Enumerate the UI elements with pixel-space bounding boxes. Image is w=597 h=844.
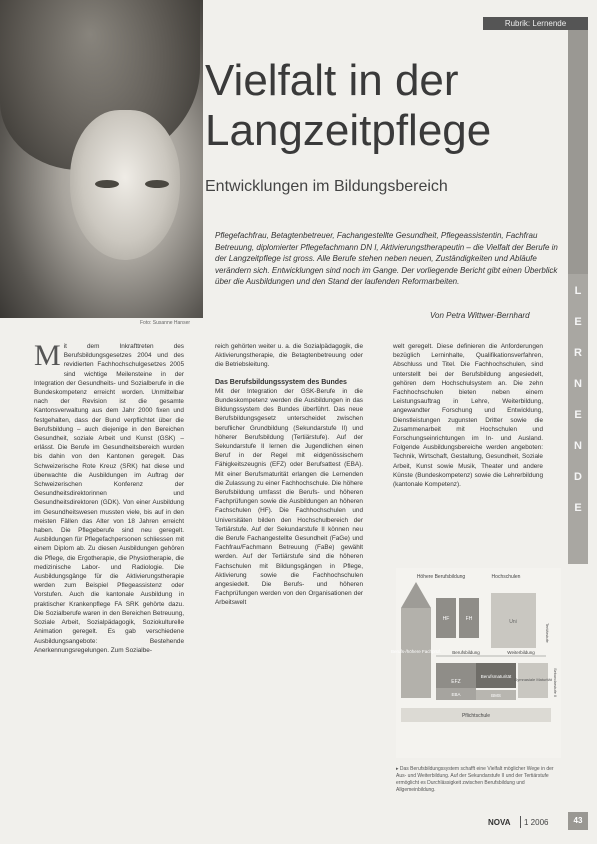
footer-issue: 1 2006 — [524, 818, 549, 827]
side-bar-top — [568, 30, 588, 274]
diagram-label-berufs: Berufs-/höhere Fachprüf. — [390, 649, 442, 654]
article-subtitle: Entwicklungen im Bildungsbereich — [205, 178, 448, 195]
side-letter: D — [574, 471, 582, 483]
diagram-label-weiterbildung: Weiterbildung — [507, 650, 535, 655]
diagram-label-fh: FH — [465, 616, 473, 622]
portrait-photo — [0, 0, 203, 318]
rubrik-label: Rubrik: Lernende — [483, 17, 588, 30]
column-2 — [215, 342, 363, 608]
side-letters — [568, 285, 588, 533]
column-2-text-1: reich gehörten weiter u. a. die Sozialpädagogik, die Aktivierungstherapie, die Betagtenbetreuung oder die Betriebsleitung. — [215, 343, 363, 369]
side-letter: R — [574, 347, 582, 359]
diagram-label-bms: BMS — [491, 693, 501, 698]
diagram-label-sek: Sekundarstufe II — [553, 668, 558, 698]
section-heading: Das Berufsbildungssystem des Bundes — [215, 378, 347, 386]
drop-cap: M — [34, 339, 61, 372]
footer-magazine: NOVA — [488, 818, 511, 827]
title-line-1: Vielfalt in der — [205, 56, 459, 105]
page-number: 43 — [568, 812, 588, 830]
side-letter: E — [574, 409, 582, 421]
side-letter: N — [574, 440, 582, 452]
diagram-label-hf: HF — [442, 616, 450, 622]
column-3 — [393, 342, 543, 489]
diagram-label-hochschulen: Hochschulen — [491, 574, 521, 580]
column-3-text: welt geregelt. Diese definieren die Anforderungen bezüglich Lerninhalte, Qualifikationsverfahren, Abschluss und Titel. Die Fachhochschulen, sind unterstellt bei der Berufsbildung angesiedelt, gehören dem Hochschulsystem an. Die zehn Fachhochschulen bieten neben einem Leistungsauftrag in Lehre, Weiterbildung, angewandter Forschung und Entwicklung, Dienstleistungen zugunsten Dritter sowie die Zusammenarbeit mit Hochschulen und Forschungseinrichtungen im In- und Ausland. Folgende Ausbildungsbereiche werden angeboten: Technik, Wirtschaft, Gestaltung, Gesundheit, Soziale Arbeit, Kunst sowie Musik, Theater und andere Künste (Bundeskompetenz) sowie die Lehrerbildung (kantonale Kompetenz). — [393, 343, 543, 489]
author-line: Von Petra Wittwer-Bernhard — [430, 311, 530, 320]
column-1 — [34, 339, 184, 655]
side-letter: E — [574, 502, 582, 514]
photo-eye — [95, 180, 119, 188]
diagram-label-tertiaer: Tertiärstufe — [545, 623, 550, 643]
diagram-label-maturitaet: Berufsmaturität — [480, 674, 512, 679]
footer-separator — [520, 816, 521, 828]
education-system-diagram — [390, 568, 561, 758]
column-1-text: it dem Inkrafttreten des Berufsbildungsgesetzes 2004 und des revidierten Fachhochschulgesetzes 2005 sind wichtige Meilensteine in der Integration der Gesundheits- und Sozialberufe in die Bundeskompetenz erreicht worden. Unmittelbar nach der Revision ist die gesamte Kantonsverwaltung aus dem Jahr 2000 fixen und festgehalten, dass der Bund verpflichtet über die Berufsbildung – auch diejenige in den Bereichen Gesundheit, soziale Arbeit und Kunst (GSK) – erlässt. Die Berufe im Gesundheitsbereich wurden bis dahin von den Kantonen geregelt. Das Schweizerische Rote Kreuz (SRK) hat diese und überwachte die Ausbildungen im Auftrag der Schweizerischen Konferenz der Gesundheitsdirektorinnen und Gesundheitsdirektoren (GDK). Von einer Ausbildung im Gesundheitswesen mussten viele, bis auf in den meisten Fällen das Alter von 18 Jahren erreicht haben. Die Pflegeberufe sind neu geregelt. Ausbildungen für Pflegefachpersonen schliessen mit einem Diplom ab. Zu diesen Ausbildungen gehören die Pflege, die Ergotherapie, die Physiotherapie, die medizinische Labor- und Radiologie. Die Ausbildungsgänge für die Aktivierungstherapie werden zum Beispiel Pflegeassistenz oder Vorstufen. Auch die kantonale Ausbildung in praktischer Krankenpflege FA SRK gehörte dazu. Die Sozialberufe waren in den Bereichen Betreuung, Soziale Arbeit, Sozialpädagogik, Soziokulturelle Animation geregelt. Es gab verschiedene Ausbildungsangebote: Bestehende Anerkennungsregelungen. Zum Sozialbe- — [34, 343, 184, 654]
side-letter: L — [574, 285, 582, 297]
diagram-caption: ▸ Das Berufsbildungssystem schafft eine Vielfalt möglicher Wege in der Aus- und Weiterbildung. Auf der Sekundarstufe II und der Tertiärstufe ermöglicht es Durchlässigkeit zwischen Berufsbildung und Allgemeinbildung. — [396, 766, 554, 793]
side-letter: N — [574, 378, 582, 390]
title-line-2: Langzeitpflege — [205, 106, 492, 155]
photo-eye — [145, 180, 169, 188]
diagram-label-gymn: Gymnasiale Maturität — [514, 677, 552, 682]
lead-paragraph: Pflegefachfrau, Betagtenbetreuer, Fachangestellte Gesundheit, Pflegeassistentin, Fachfrau Betreuung, diplomierter Pflegefachmann DN I, Aktivierungstherapeutin – die Vielfalt der Berufe in der Langzeitpflege ist gross. Alle Berufe stehen neben neuen, Zuständigkeiten und Abläufe verändern sich. Entwicklungen sind noch im Gange. Der vorliegende Bericht gibt einen Überblick über die Ausbildungen und den Stand der laufenden Reformarbeiten. — [215, 231, 558, 287]
column-2-text-2: Mit der Integration der GSK-Berufe in die Bundeskompetenz werden die Ausbildungen in das Bildungssystem des Bundes überführt. Das neue Berufsbildungsgesetz unterscheidet zwischen beruflicher Grundbildung (Sekundarstufe II) und höherer Berufsbildung (Tertiärstufe). Auf der Sekundarstufe II lernen die Jugendlichen einen Beruf in der Regel mit eidgenössischem Fähigkeitszeugnis (EFZ) oder Berufsattest (EBA). Mit einer Berufsmaturität erlangen die Lernenden die Zulassung zu einer Fachhochschule. Die höhere Berufsbildung umfasst die Berufs- und höheren Fachprüfungen sowie die Ausbildungen an höheren Fachschulen (HF). Die Fachhochschulen und Universitäten bilden den Hochschulbereich der Tertiärstufe. Auf der Sekundarstufe II können neu die Berufe Fachangestellte Gesundheit (FaGe) und Fachfrau/Fachmann Betreuung (FaBe) gewählt werden. Auf der Tertiärstufe sind die höheren Fachschulen mit Bildungsgängen in Pflege, Aktivierung sowie die Fachhochschulen angesiedelt. Die Berufs- und höheren Fachprüfungen werden von den Organisationen der Arbeitswelt — [215, 387, 363, 607]
photo-credit: Foto: Susanne Hanser — [140, 320, 191, 326]
diagram-label-eba: EBA — [451, 692, 461, 697]
diagram-label-uni: Uni — [509, 619, 517, 625]
article-title — [205, 56, 491, 156]
diagram-label-pflicht: Pflichtschule — [461, 713, 491, 719]
diagram-label-efz: EFZ — [451, 679, 461, 685]
diagram-label-berufsbildung: Berufsbildung — [452, 650, 480, 655]
diagram-label-hoehere: Höhere Berufsbildung — [416, 574, 466, 580]
side-letter: E — [574, 316, 582, 328]
